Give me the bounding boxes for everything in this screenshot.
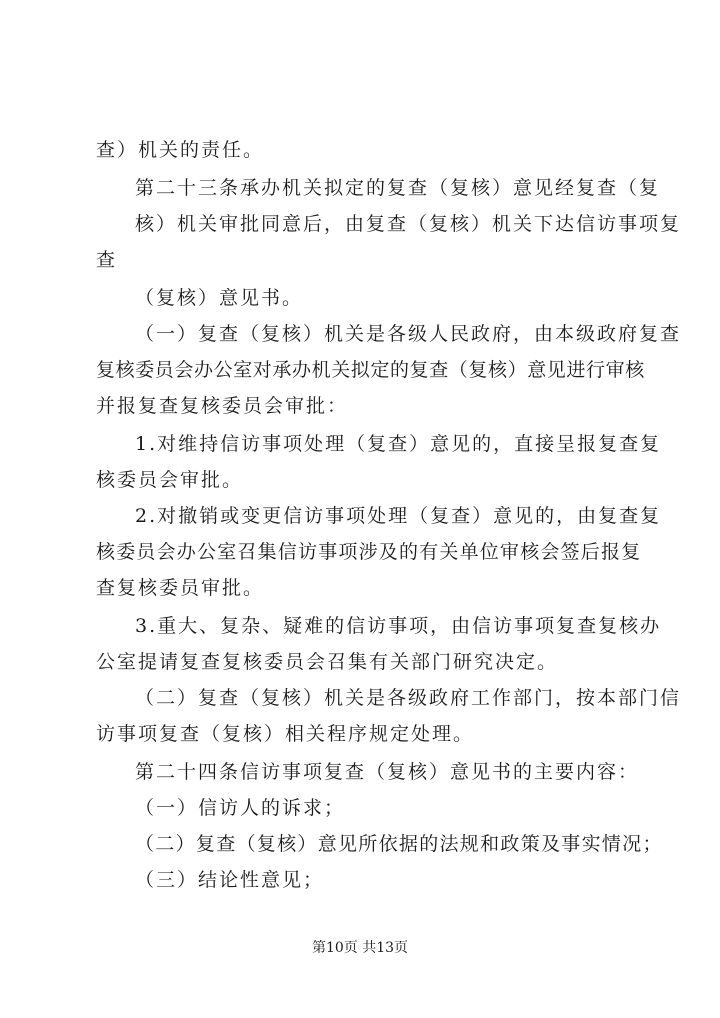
text-line: 核委员会审批。 — [96, 469, 244, 491]
text-line: 访事项复查（复核）相关程序规定处理。 — [96, 723, 475, 745]
text-line: （三）结论性意见； — [135, 869, 325, 891]
text-line: 核）机关审批同意后，由复查（复核）机关下达信访事项复 — [135, 213, 682, 235]
text-line: 1.对维持信访事项处理（复查）意见的，直接呈报复查复 — [135, 433, 662, 455]
text-line: 第二十四条信访事项复查（复核）意见书的主要内容： — [135, 761, 640, 783]
text-line: 并报复查复核委员会审批： — [96, 395, 349, 417]
text-line: 公室提请复查复核委员会召集有关部门研究决定。 — [96, 651, 559, 673]
text-line: 查复核委员审批。 — [96, 577, 265, 599]
text-line: 2.对撤销或变更信访事项处理（复查）意见的，由复查复 — [135, 505, 662, 527]
text-line: （二）复查（复核）机关是各级政府工作部门，按本部门信 — [135, 687, 682, 709]
text-line: 核委员会办公室召集信访事项涉及的有关单位审核会签后报复 — [96, 541, 642, 563]
page-number: 第10页 共13页 — [311, 940, 409, 956]
text-line: 查）机关的责任。 — [96, 139, 265, 161]
text-line: 复核委员会办公室对承办机关拟定的复查（复核）意见进行审核 — [96, 359, 645, 381]
text-line: 3.重大、复杂、疑难的信访事项，由信访事项复查复核办 — [135, 615, 662, 637]
text-line: （一）复查（复核）机关是各级人民政府，由本级政府复查 — [135, 323, 682, 345]
text-line: （复核）意见书。 — [135, 287, 304, 309]
text-line: 查 — [96, 249, 118, 271]
text-line: （二）复查（复核）意见所依据的法规和政策及事实情况； — [135, 833, 663, 855]
text-line: （一）信访人的诉求； — [135, 797, 346, 819]
text-line: 第二十三条承办机关拟定的复查（复核）意见经复查（复 — [135, 177, 661, 199]
